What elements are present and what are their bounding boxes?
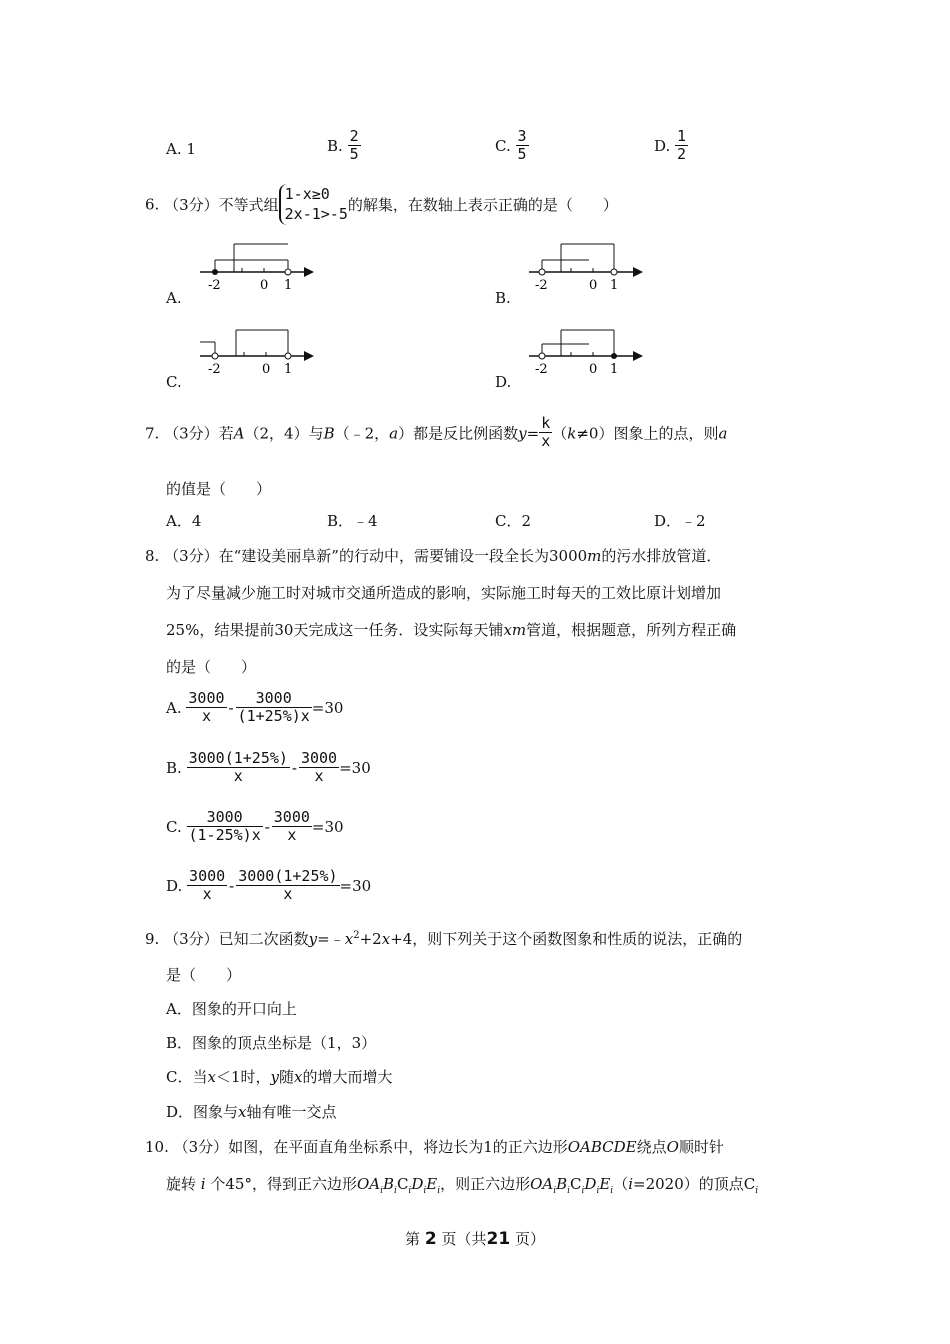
q5-option-a: A. 1 [166,140,196,158]
q8-stem-line4: 的是（ ） [166,658,257,676]
q8-stem-line2: 为了尽量减少施工时对城市交通所造成的影响，实际施工时每天的工效比原计划增加 [166,584,722,602]
tick-1: 1 [284,278,293,293]
page-total: 21 [486,1229,511,1249]
q7-option-d: D．﹣2 [654,512,706,530]
q9-stem-line2: 是（ ） [166,966,242,984]
q9-option-a: A．图象的开口向上 [166,1000,297,1018]
q5-option-b: B. $\frac{2}{5}$ [327,127,359,164]
q6-option-c-label: C. [166,373,182,391]
q7-stem: 7. （3分）若A（2，4）与B（﹣2，a）都是反比例函数y= $\frac{k}{x}$ （k≠0）图象上的点，则a [145,414,728,451]
q8-option-a: A. $\frac{3000}{x}$ - $\frac{3000}{(1+25\%)x}$ =30 [166,689,344,726]
q8-stem-line3: 25%，结果提前30天完成这一任务．设实际每天铺xm管道，根据题意，所列方程正确 [166,621,737,639]
page-number: 2 [424,1229,437,1249]
q7-option-b: B．﹣4 [327,512,378,530]
q8-option-d: D. $\frac{3000}{x}$ - $\frac{3000(1+25\%)}{x}$ =30 [166,867,372,904]
tick-neg2: -2 [208,362,221,377]
q8-option-b: B. $\frac{3000(1+25\%)}{x}$ - $\frac{3000}{x}$ =30 [166,749,371,786]
q9-option-c: C．当x＜1时，y随x的增大而增大 [166,1068,393,1086]
q7-stem-line2: 的值是（ ） [166,480,272,498]
q6-number-line-a [198,240,318,295]
tick-neg2: -2 [208,278,221,293]
q10-stem-line2: 旋转 i 个45°，得到正六边形$OA_iB_iC_iD_iE_i$，则正六边形$OA_iB_iC_iD_iE_i(i=2020)$的顶点$C_i$ [166,1175,759,1196]
tick-0: 0 [589,278,598,293]
q5-option-d: D. $\frac{1}{2}$ [654,127,687,164]
tick-neg2: -2 [535,278,548,293]
q8-stem-line1: 8. （3分）在“建设美丽阜新”的行动中，需要铺设一段全长为3000m的污水排放管道． [145,547,722,565]
q9-option-b: B．图象的顶点坐标是（1，3） [166,1034,377,1052]
tick-1: 1 [284,362,293,377]
q5-option-c: C. $\frac{3}{5}$ [495,127,527,164]
q6-option-a-label: A. [166,289,182,307]
tick-1: 1 [610,362,619,377]
q6-number-line-c [198,324,318,379]
q6-number-line-b [527,240,647,295]
tick-neg2: -2 [535,362,548,377]
q6-stem: 6. （3分）不等式组1-x≥0 2x-1>-5的解集，在数轴上表示正确的是（ ） [145,185,618,224]
tick-1: 1 [610,278,619,293]
q9-stem: 9. （3分）已知二次函数$y=﹣x^2+2x+4$，则下列关于这个函数图象和性质的说法，正确的 [145,930,743,948]
q6-option-d-label: D. [495,373,512,391]
tick-0: 0 [589,362,598,377]
q7-option-a: A．4 [166,512,202,530]
tick-0: 0 [262,362,271,377]
q8-option-c: C. $\frac{3000}{(1-25\%)x}$ - $\frac{3000}{x}$ =30 [166,808,344,845]
q6-option-b-label: B. [495,289,511,307]
tick-0: 0 [260,278,269,293]
q9-option-d: D．图象与x轴有唯一交点 [166,1103,337,1121]
q6-number-line-d [527,324,647,379]
q10-stem-line1: 10. （3分）如图，在平面直角坐标系中，将边长为1的正六边形OABCDE绕点O顺时针 [145,1138,724,1156]
q7-option-c: C．2 [495,512,532,530]
page-footer: 第 2 页（共21 页） [405,1229,545,1249]
